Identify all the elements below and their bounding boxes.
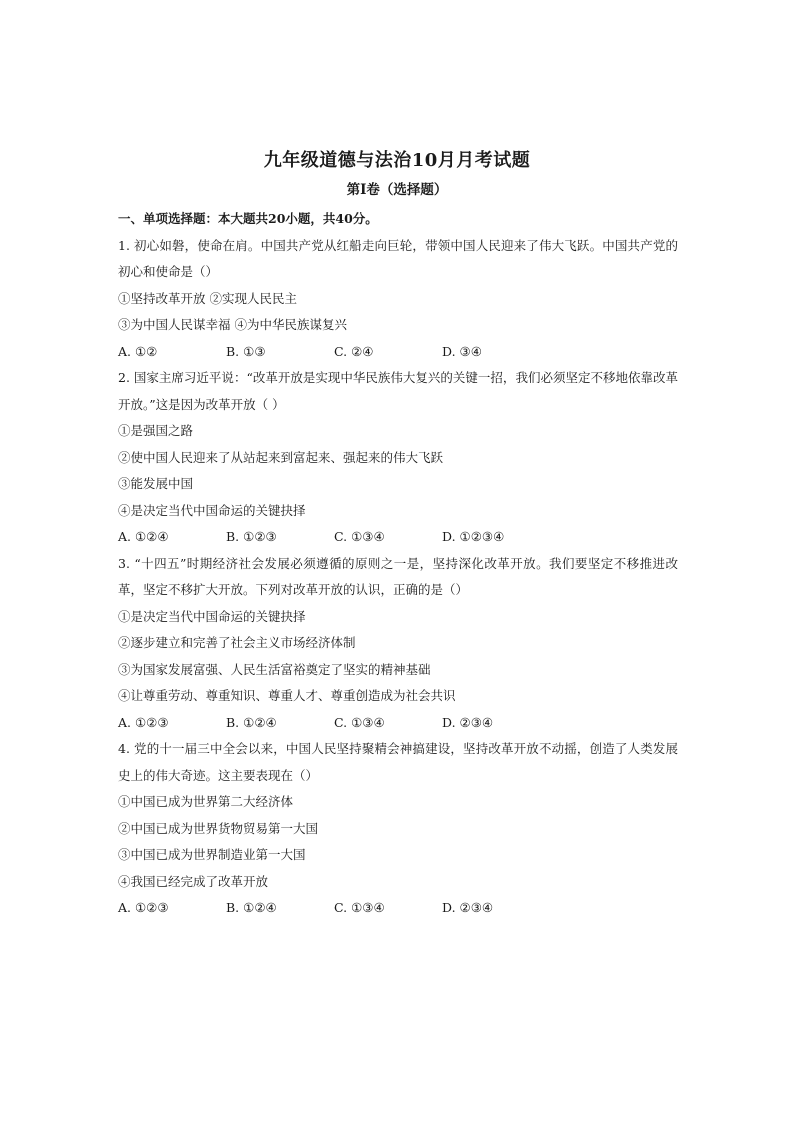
choice-b: B. ①②③ [226,529,277,544]
choice-b: B. ①③ [226,343,266,359]
choice-d: D. ③④ [442,343,482,359]
question-2 [118,365,678,551]
question-stem: 2. 国家主席习近平说：“改革开放是实现中华民族伟大复兴的关键一招，我们必须坚定不移地依靠改革开放。”这是因为改革开放（ ） [118,370,678,412]
option-line: ①坚持改革开放 ②实现人民民主 [118,290,297,306]
choice-c: C. ①③④ [334,900,385,915]
option-line: ③为国家发展富强、人民生活富裕奠定了坚实的精神基础 [118,661,431,677]
answer-choices [118,339,678,366]
page-title: 九年级道德与法治10月月考试题 [263,150,531,171]
option-line: ④我国已经完成了改革开放 [118,873,269,889]
choice-c: C. ①③④ [334,529,385,544]
option-line: ④是决定当代中国命运的关键抉择 [118,502,306,518]
choice-c: C. ①③④ [334,714,385,730]
option-line: ④让尊重劳动、尊重知识、尊重人才、尊重创造成为社会共识 [118,688,456,703]
option-line: ②使中国人民迎来了从站起来到富起来、强起来的伟大飞跃 [118,449,444,465]
question-stem: 3. “十四五”时期经济社会发展必须遵循的原则之一是，坚持深化改革开放。我们要坚定不移推进改革，坚定不移扩大开放。下列对改革开放的认识，正确的是（） [118,555,678,597]
option-line: ③能发展中国 [118,476,194,491]
option-line: ①是决定当代中国命运的关键抉择 [118,608,306,624]
option-line: ①是强国之路 [118,423,194,438]
question-1 [118,233,678,366]
option-line: ②逐步建立和完善了社会主义市场经济体制 [118,635,356,650]
choice-d: D. ②③④ [442,714,494,730]
option-line: ③中国已成为世界制造业第一大国 [118,847,306,862]
choice-a: A. ①② [118,343,158,359]
choice-a: A. ①②④ [118,529,169,544]
choice-a: A. ①②③ [118,900,169,915]
choice-b: B. ①②④ [226,900,277,915]
answer-choices [118,710,678,737]
choice-d: D. ①②③④ [442,529,505,544]
option-line: ②中国已成为世界货物贸易第一大国 [118,820,319,836]
question-3 [118,551,678,737]
volume-subtitle: 第I卷（选择题） [346,182,448,198]
choice-c: C. ②④ [334,343,374,359]
question-stem: 4. 党的十一届三中全会以来，中国人民坚持聚精会神搞建设，坚持改革开放不动摇，创造了人类发展史上的伟大奇迹。这主要表现在（） [118,741,678,783]
exam-content [118,206,678,922]
section-heading: 一、单项选择题：本大题共20小题，共40分。 [118,211,378,226]
choice-a: A. ①②③ [118,714,169,730]
option-line: ①中国已成为世界第二大经济体 [118,794,294,809]
answer-choices [118,524,678,551]
option-line: ③为中国人民谋幸福 ④为中华民族谋复兴 [118,317,347,332]
answer-choices [118,895,678,922]
choice-b: B. ①②④ [226,714,277,730]
question-stem: 1. 初心如磐，使命在肩。中国共产党从红船走向巨轮，带领中国人民迎来了伟大飞跃。中国共产党的初心和使命是（） [118,237,678,279]
choice-d: D. ②③④ [442,900,494,915]
question-4 [118,736,678,922]
